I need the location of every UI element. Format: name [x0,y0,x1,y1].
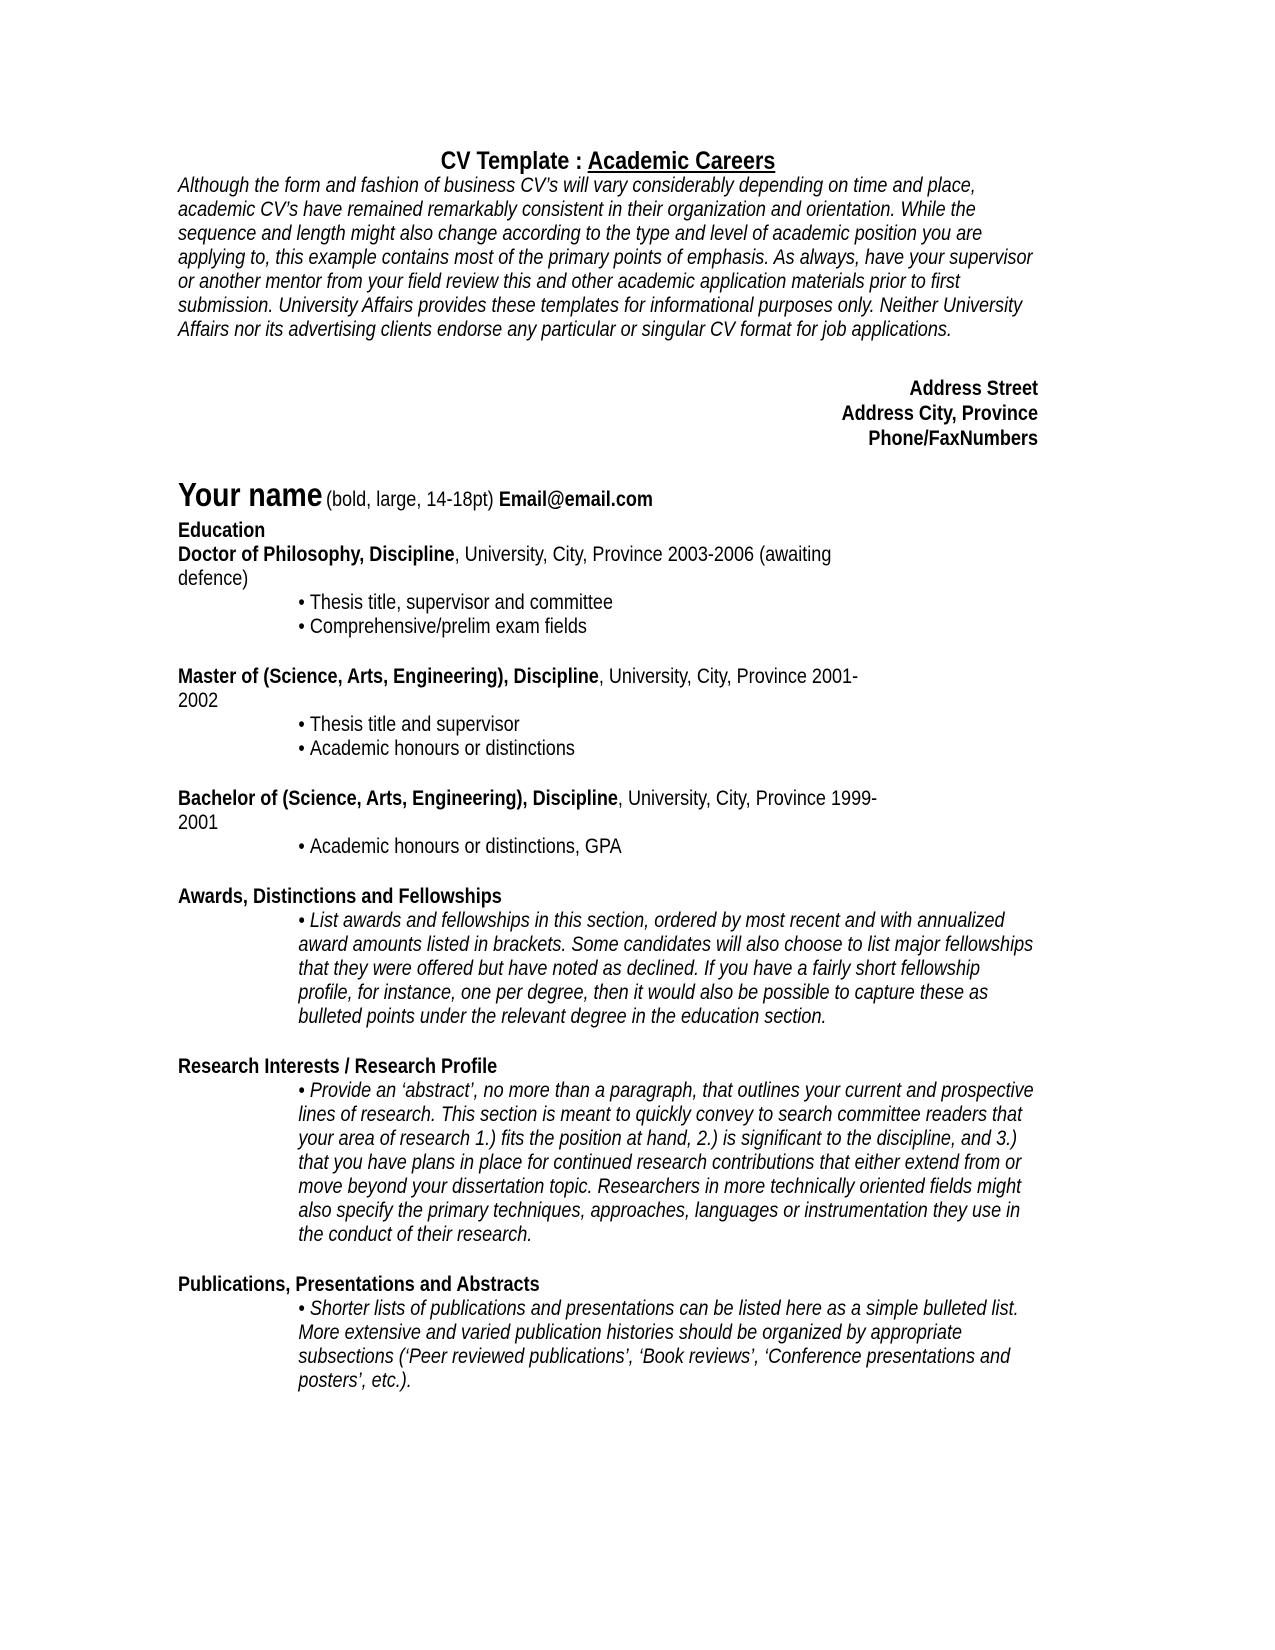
section-awards [178,885,1038,1029]
phone-fax-numbers: Phone/FaxNumbers [868,427,1038,450]
section-bullet-text: Provide an ‘abstract’, no more than a paragraph, that outlines your current and prospective lines of research. This section is meant to quickly convey to search committee readers that your area of research 1.) fits the position at hand, 2.) is significant to the discipline, and 3.) that you have plans in place for continued research contributions that either extend from or move beyond your dissertation topic. Researchers in more technically oriented fields might also specify the primary techniques, approaches, languages or instrumentation they use in the conduct of their research. [298,1079,1034,1246]
degree-details: , University, City, Province 2001- [598,665,859,688]
degree-bullet [298,835,1038,859]
degree-name-bold: Doctor of Philosophy, Discipline [178,543,455,566]
bullet-icon: • [298,1297,305,1320]
degree-details-wrap: 2001 [178,811,219,834]
section-bullet-paragraph [298,909,1038,1029]
degree-name-bold: Bachelor of (Science, Arts, Engineering), Discipline [178,787,618,810]
email-address: Email@email.com [498,488,653,511]
degree-entry-phd [178,543,1038,639]
education-heading: Education [178,519,266,542]
bullet-icon: • [298,713,305,736]
degree-title-line [178,543,1038,591]
bullet-icon: • [298,737,305,760]
bullet-icon: • [298,909,305,932]
degree-name-bold: Master of (Science, Arts, Engineering), Discipline [178,665,599,688]
address-street: Address Street [909,377,1038,400]
degree-details-wrap: 2002 [178,689,219,712]
bullet-icon: • [298,1079,305,1102]
address-block [178,376,1038,451]
degree-bullet-text: Comprehensive/prelim exam fields [309,615,587,638]
title-underlined-text: Academic Careers [587,147,776,175]
degree-bullet-text: Thesis title and supervisor [309,713,520,736]
degree-details-wrap: defence) [178,567,249,590]
degree-bullet [298,615,1038,639]
bullet-icon: • [298,615,305,638]
degree-details: , University, City, Province 1999- [617,787,878,810]
section-heading: Awards, Distinctions and Fellowships [178,885,502,908]
degree-bullet-text: Thesis title, supervisor and committee [309,591,614,614]
degree-bullet-text: Academic honours or distinctions [309,737,575,760]
name-line [178,476,1038,519]
degree-entry-masters [178,665,1038,761]
document-title [178,148,1038,174]
degree-bullet [298,737,1038,761]
section-bullet-paragraph [298,1079,1038,1247]
degree-title-line [178,665,1038,713]
degree-title-line [178,787,1038,835]
bullet-icon: • [298,835,305,858]
address-city-province: Address City, Province [841,402,1038,425]
intro-paragraph: Although the form and fashion of business CV’s will vary considerably depending on time and place, academic CV’s have remained remarkably consistent in their organization and orientation. While the sequence and length might also change according to the type and level of academic position you are applying to, this example contains most of the primary points of emphasis. As always, have your supervisor or another mentor from your field review this and other academic application materials prior to first submission. University Affairs provides these templates for informational purposes only. Neither University Affairs nor its advertising clients endorse any particular or singular CV format for job applications. [178,174,1033,341]
section-bullet-text: Shorter lists of publications and presentations can be listed here as a simple bulleted list. More extensive and varied publication histories should be organized by appropriate subsections (‘Peer reviewed publications’, ‘Book reviews’, ‘Conference presentations and posters’, etc.). [298,1297,1019,1392]
section-heading: Publications, Presentations and Abstracts [178,1273,540,1296]
degree-bullet [298,713,1038,737]
section-research [178,1055,1038,1247]
degree-entry-bachelors [178,787,1038,859]
section-heading: Research Interests / Research Profile [178,1055,498,1078]
name-size-note: (bold, large, 14-18pt) [326,488,494,511]
degree-details: , University, City, Province 2003-2006 (awaiting [454,543,832,566]
degree-bullet [298,591,1038,615]
degree-bullet-text: Academic honours or distinctions, GPA [309,835,622,858]
section-bullet-text: List awards and fellowships in this section, ordered by most recent and with annualized award amounts listed in brackets. Some candidates will also choose to list major fellowships that they were offered but have noted as declined. If you have a fairly short fellowship profile, for instance, one per degree, then it would also be possible to capture these as bulleted points under the relevant degree in the education section. [298,909,1034,1028]
title-prefix: CV Template : [440,147,588,175]
bullet-icon: • [298,591,305,614]
section-bullet-paragraph [298,1297,1038,1393]
section-publications [178,1273,1038,1393]
document-content [178,0,1038,1393]
person-name: Your name [178,476,323,513]
